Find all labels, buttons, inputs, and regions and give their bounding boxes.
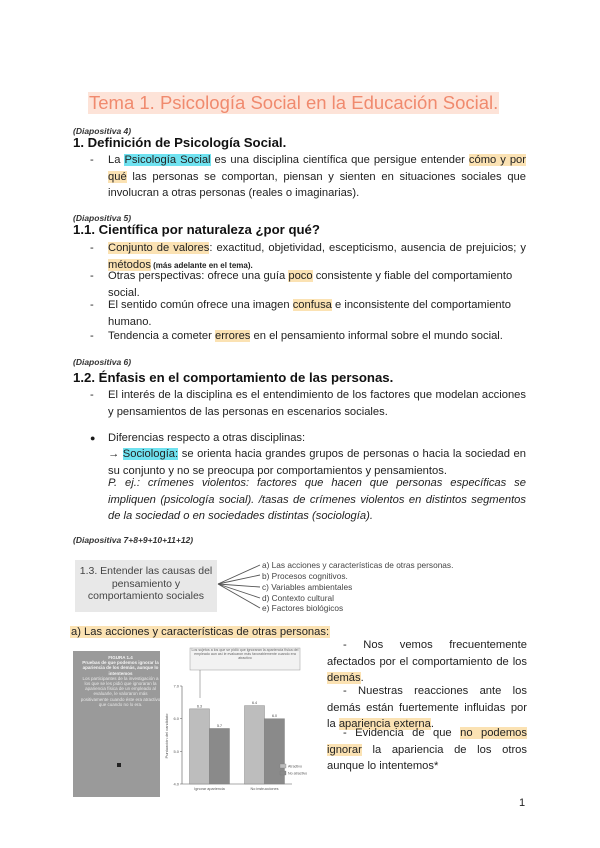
highlight: demás <box>327 672 361 684</box>
diagram-item: e) Factores biológicos <box>262 603 344 613</box>
dash-bullet: - <box>90 154 94 166</box>
diagram-arrows <box>214 560 264 612</box>
highlight: poco <box>288 270 313 282</box>
section-heading: 1.1. Científica por naturaleza ¿por qué? <box>73 222 320 237</box>
slide-reference: (Diapositiva 4) <box>73 126 132 136</box>
highlight: métodos <box>108 258 151 271</box>
bar-value-label: 6.4 <box>252 701 257 706</box>
bar <box>190 709 210 784</box>
bullet-item: - El sentido común ofrece una imagen confusa e inconsistente del comportamiento humano. <box>90 299 511 328</box>
bullet-item: - Otras perspectivas: ofrece una guía poco consistente y fiable del comportamiento social. <box>90 270 513 299</box>
dash-bullet: - <box>90 270 94 282</box>
highlight: no podemos ignorar <box>327 727 527 756</box>
bar <box>210 728 230 784</box>
causes-diagram-box <box>75 560 217 612</box>
example-text: P. ej.: crímenes violentos: factores que hacen que personas específicas se impliquen (psicología social). /tasas de crímenes violentos en distintos segmentos de la sociedad o en sociedades distintas (sociología). <box>108 477 526 522</box>
figure-caption <box>79 655 162 773</box>
sociology-note: → Sociología: se orienta hacia grandes grupos de personas o hacia la sociedad en su conjunto y no se preocupa por comportamientos y pensamientos. <box>108 448 526 477</box>
dash-bullet: - <box>90 330 94 342</box>
y-tick-label: 7.0 <box>173 683 179 689</box>
diagram-item: a) Las acciones y características de otras personas. <box>262 560 454 570</box>
bullet-dot: ● <box>90 433 96 443</box>
highlight: Conjunto de valores <box>108 242 210 254</box>
x-tick-label: No instrucciones <box>250 787 279 791</box>
chart-note: Los sujetos a los que se pidió que ignoraran la apariencia física del empleado aun así le evaluaron más favorablemente cuando era atractivo <box>191 648 299 661</box>
bullet-item: - El interés de la disciplina es el entendimiento de los factores que modelan acciones y pensamientos de las personas en escenarios sociales. <box>90 389 526 418</box>
bar <box>245 706 265 784</box>
highlight: Psicología Social <box>124 154 211 166</box>
legend-label: Atractivo <box>288 764 302 769</box>
figure-end-mark <box>117 763 121 767</box>
x-tick-label: Ignorar apariencia <box>194 787 225 791</box>
slide-reference: (Diapositiva 6) <box>73 357 132 367</box>
legend-swatch <box>280 771 286 775</box>
highlight: Sociología: <box>122 448 179 460</box>
bar-chart <box>160 646 318 798</box>
dash-bullet: - <box>90 389 94 401</box>
diagram-item: d) Contexto cultural <box>262 593 334 603</box>
legend-label: No atractivo <box>288 771 308 776</box>
bar-value-label: 6.3 <box>197 704 202 709</box>
y-tick-label: 4.0 <box>173 781 179 787</box>
figure-title: FIGURA 1.4 <box>108 655 133 660</box>
y-axis-label: Puntuación del candidato <box>164 713 169 759</box>
highlight: cómo y por qué <box>108 154 526 183</box>
bar-value-label: 5.7 <box>217 723 222 728</box>
section-a-heading: a) Las acciones y características de otras personas: <box>71 626 330 638</box>
page-number: 1 <box>519 797 526 809</box>
dash-bullet: - <box>90 242 94 254</box>
paragraph: - Evidencia de que no podemos ignorar la apariencia de los otros aunque lo intentemos* <box>327 727 527 772</box>
highlight: apariencia externa <box>338 718 431 730</box>
dash-bullet: - <box>90 299 94 311</box>
section-heading: 1. Definición de Psicología Social. <box>73 135 287 150</box>
textbook-figure <box>73 651 168 797</box>
y-tick-label: 5.0 <box>173 748 179 754</box>
bar-value-label: 6.0 <box>272 714 277 719</box>
diagram-title: 1.3. Entender las causas del pensamiento y comportamiento sociales <box>79 565 213 602</box>
slide-reference: (Diapositiva 5) <box>73 213 132 223</box>
diagram-item: c) Variables ambientales <box>262 582 353 592</box>
chart-svg <box>160 646 318 798</box>
highlight: errores <box>214 330 251 342</box>
chart-note-holder <box>191 648 299 670</box>
page-title: Tema 1. Psicología Social en la Educación Social. <box>89 92 499 113</box>
bullet-item: - La Psicología Social es una disciplina científica que persigue entender cómo y por qué las personas se comportan, piensan y sienten en situaciones sociales que involucran a otras personas (reales o imaginarias). <box>90 154 526 199</box>
section-heading: 1.2. Énfasis en el comportamiento de las personas. <box>73 370 394 385</box>
paragraph: - Nos vemos frecuentemente afectados por el comportamiento de los demás. <box>327 639 527 684</box>
legend-swatch <box>280 764 286 768</box>
y-tick-label: 6.0 <box>173 716 179 722</box>
bullet-item: - Conjunto de valores: exactitud, objetividad, escepticismo, ausencia de prejuicios; y métodos (más adelante en el tema). <box>90 242 526 271</box>
bullet-item: Diferencias respecto a otras disciplinas: <box>108 432 306 444</box>
paragraph: - Nuestras reacciones ante los demás están fuertemente influidas por la apariencia externa. <box>327 685 527 730</box>
bullet-item: - Tendencia a cometer errores en el pensamiento informal sobre el mundo social. <box>108 328 526 345</box>
highlight: confusa <box>292 299 332 311</box>
figure-subtitle: Pruebas de que podemos ignorar la apariencia de los demás, aunque lo intentemos <box>82 660 159 676</box>
diagram-item: b) Procesos cognitivos. <box>262 571 348 581</box>
figure-body: Los participantes de la investigación a los que se les pidió que ignoraran la apariencia física de un empleado al evaluarle, le valoraron más positivamente cuando éste era atractivo que cuando no lo era. <box>80 675 161 707</box>
slide-reference: (Diapositiva 7+8+9+10+11+12) <box>73 535 194 545</box>
